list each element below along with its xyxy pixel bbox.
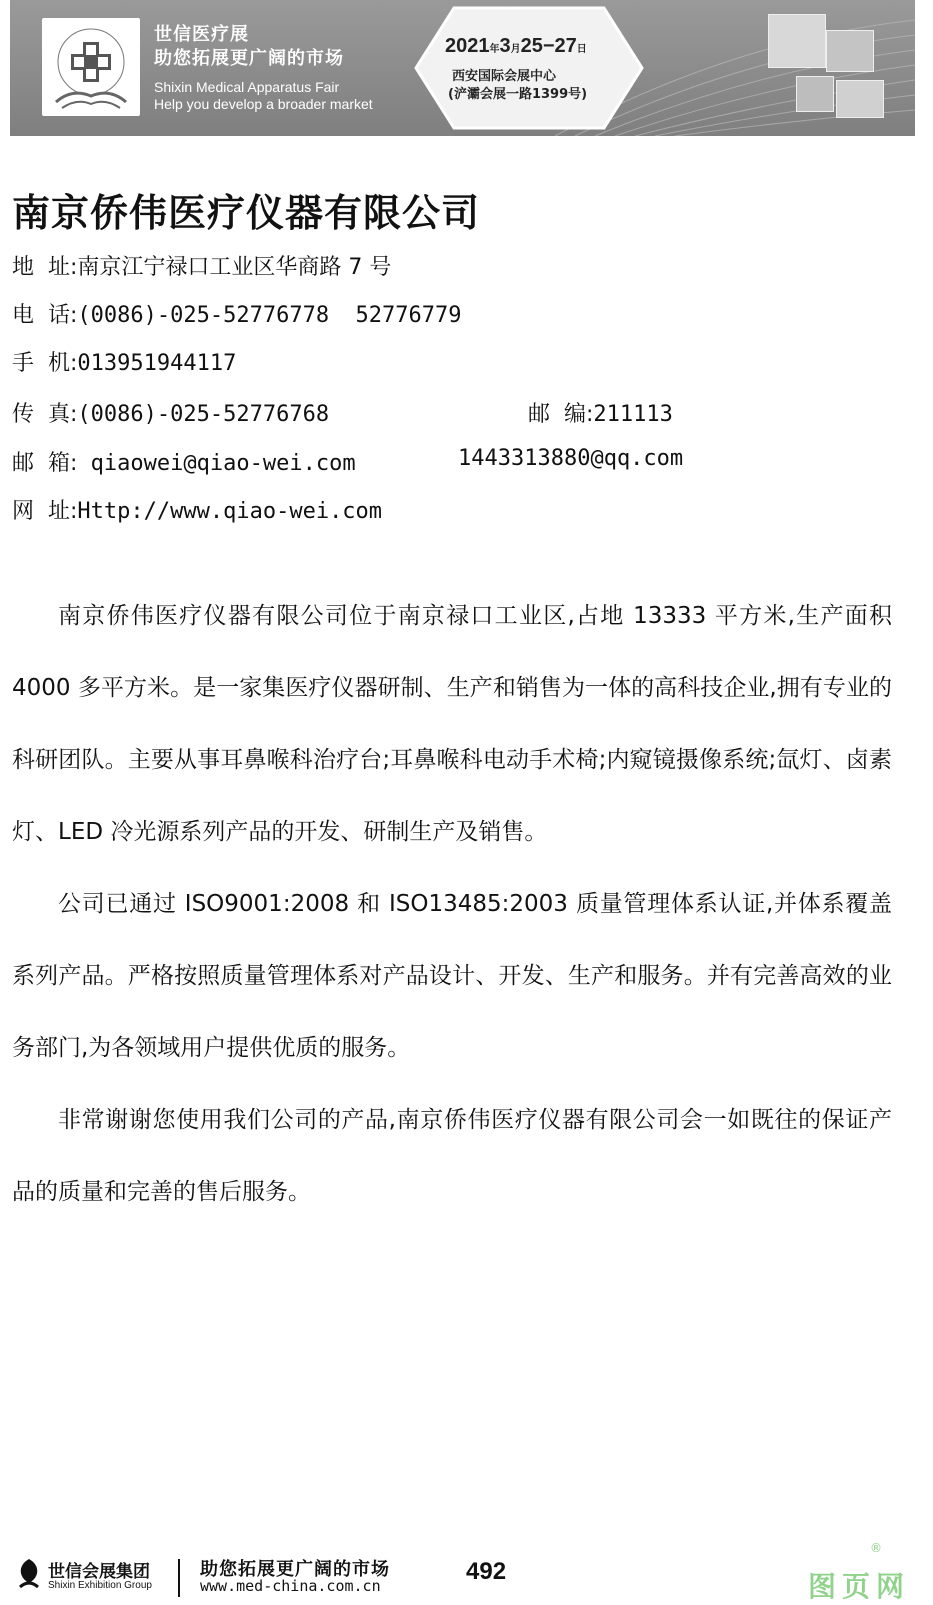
banner-title-cn: 世信医疗展	[154, 24, 249, 45]
registered-mark: ®	[870, 1541, 882, 1555]
email-row	[12, 446, 356, 477]
zip-row	[528, 397, 673, 428]
description-paragraph-3: 非常谢谢您使用我们公司的产品,南京侨伟医疗仪器有限公司会一如既往的保证产品的质量和完善的售后服务。	[12, 1107, 892, 1205]
website-row	[12, 494, 382, 525]
address-value: 南京江宁禄口工业区华商路 7 号	[77, 255, 392, 280]
footer-slogan: 助您拓展更广阔的市场	[200, 1559, 390, 1580]
medical-cross-emblem-icon	[42, 18, 140, 116]
footer-url[interactable]: www.med-china.com.cn	[200, 1577, 381, 1595]
equipment-photo-3	[796, 76, 834, 112]
website-link[interactable]: Http://www.qiao-wei.com	[77, 499, 383, 524]
website-label: 网 址:	[12, 499, 78, 524]
equipment-photo-4	[836, 80, 884, 118]
page-number: 492	[466, 1558, 507, 1585]
footer-divider	[178, 1559, 180, 1597]
email-label: 邮 箱:	[12, 451, 78, 476]
fax-row	[12, 397, 329, 428]
email-primary[interactable]: qiaowei@qiao-wei.com	[90, 451, 356, 476]
banner-slogan-en: Help you develop a broader market	[154, 96, 373, 112]
phone-row	[12, 298, 462, 329]
expo-venue-address: (浐灞会展一路1399号)	[448, 87, 588, 102]
fax-label: 传 真:	[12, 402, 78, 427]
equipment-photo-2	[826, 30, 874, 72]
company-description	[12, 580, 892, 1228]
page-footer	[0, 1541, 933, 1603]
mobile-value: 013951944117	[77, 351, 237, 376]
expo-logo	[42, 18, 140, 116]
mobile-row	[12, 346, 236, 377]
phone-value: (0086)-025-52776778 52776779	[77, 303, 462, 328]
zip-label: 邮 编:	[528, 402, 594, 427]
email-secondary-row	[458, 446, 683, 471]
expo-date: 2021年3月25−27日	[445, 35, 587, 57]
banner-title-en: Shixin Medical Apparatus Fair	[154, 79, 340, 95]
fax-value: (0086)-025-52776768	[77, 402, 330, 427]
group-logo-icon	[14, 1557, 44, 1593]
banner-slogan-cn: 助您拓展更广阔的市场	[154, 48, 344, 69]
mobile-label: 手 机:	[12, 351, 78, 376]
address-label: 地 址:	[12, 255, 78, 280]
description-paragraph-2: 公司已通过 ISO9001:2008 和 ISO13485:2003 质量管理体系认证,并体系覆盖系列产品。严格按照质量管理体系对产品设计、开发、生产和服务。并有完善高效的业务部门,为各领域用户提供优质的服务。	[12, 891, 892, 1061]
address-row	[12, 250, 391, 281]
equipment-photo-1	[768, 14, 826, 68]
company-name: 南京侨伟医疗仪器有限公司	[12, 191, 481, 235]
email-secondary[interactable]: 1443313880@qq.com	[458, 446, 684, 471]
expo-banner	[10, 0, 915, 136]
phone-label: 电 话:	[12, 303, 78, 328]
group-name-cn: 世信会展集团	[48, 1562, 150, 1582]
description-paragraph-1: 南京侨伟医疗仪器有限公司位于南京禄口工业区,占地 13333 平方米,生产面积 4000 多平方米。是一家集医疗仪器研制、生产和销售为一体的高科技企业,拥有专业的科研团队。主要从事耳鼻喉科治疗台;耳鼻喉科电动手术椅;内窥镜摄像系统;氙灯、卤素灯、LED 冷光源系列产品的开发、研制生产及销售。	[12, 603, 892, 845]
site-watermark: 图页网	[808, 1570, 911, 1603]
expo-venue: 西安国际会展中心	[452, 69, 557, 84]
zip-value: 211113	[593, 402, 673, 427]
group-name-en: Shixin Exhibition Group	[48, 1580, 152, 1591]
